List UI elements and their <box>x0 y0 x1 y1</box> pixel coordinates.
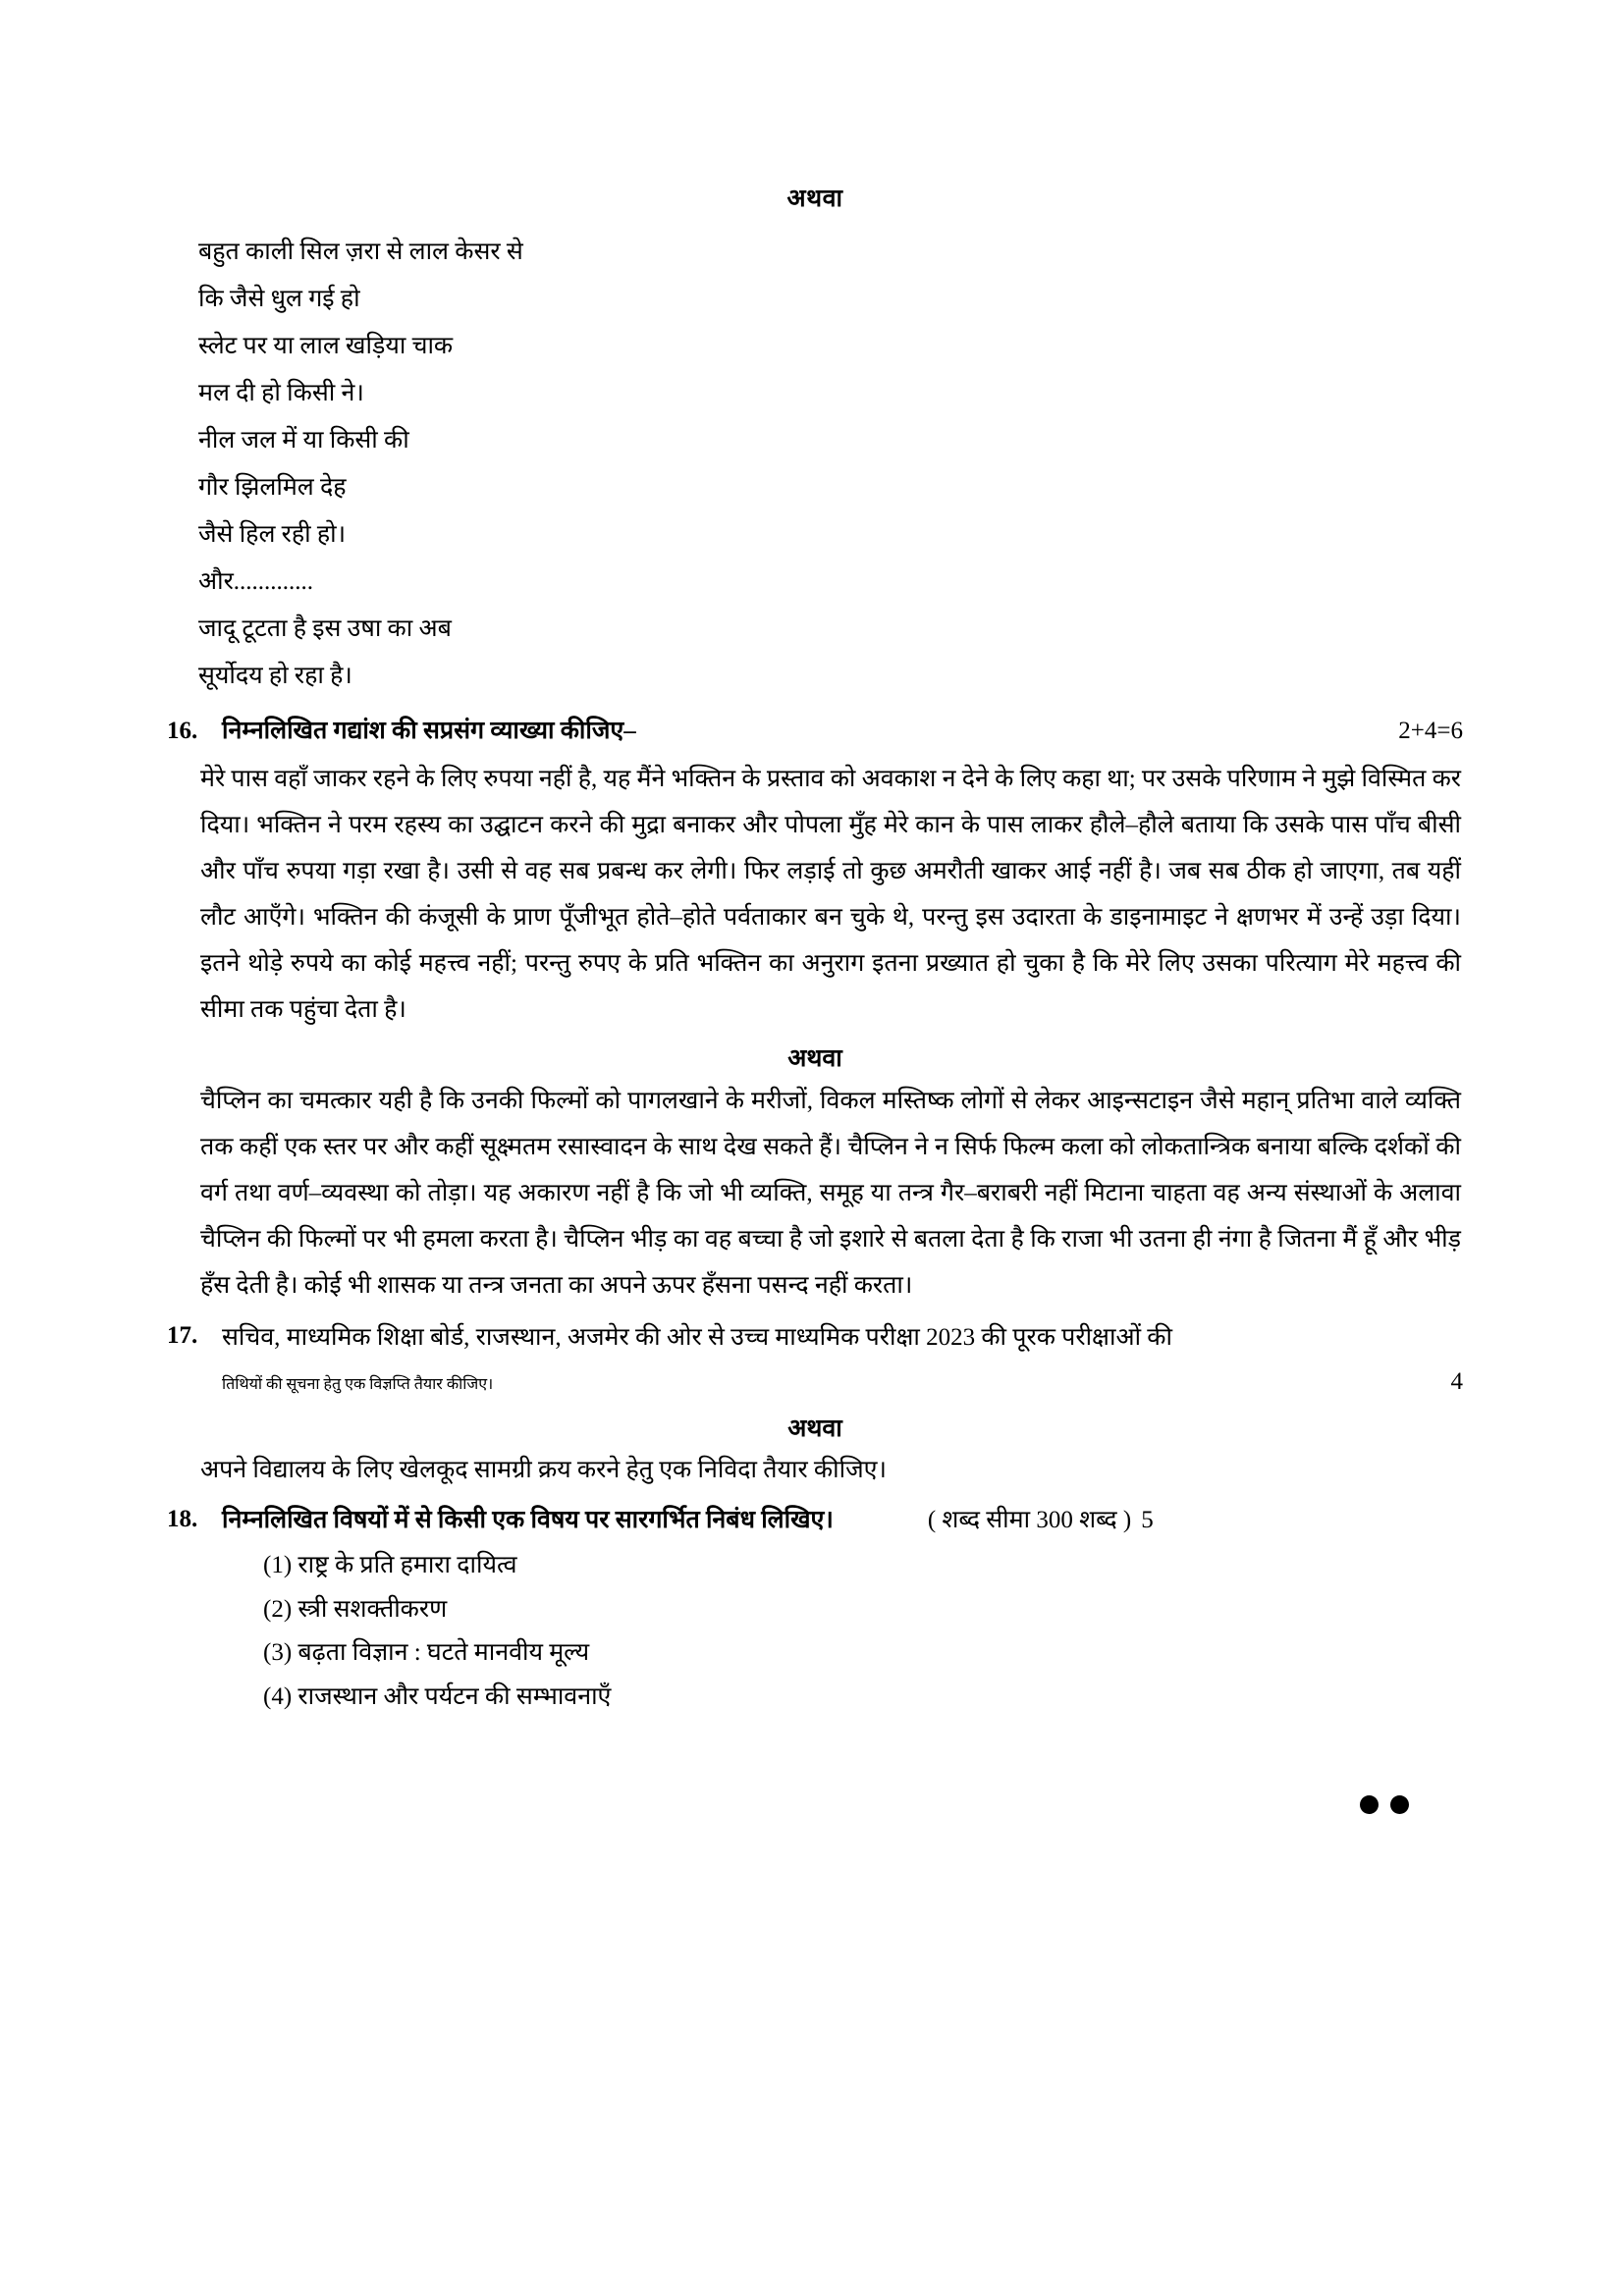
question-18-number: 18. <box>167 1506 198 1533</box>
question-18 <box>167 1498 1463 1719</box>
question-16-number: 16. <box>167 718 198 745</box>
page-content <box>167 182 1463 1719</box>
question-17-body <box>222 1314 1463 1403</box>
question-17-alternative-label: अथवा <box>787 1415 842 1443</box>
question-17-marks: 4 <box>1450 1368 1463 1396</box>
question-16-head <box>222 710 1463 752</box>
top-alternative-label: अथवा <box>786 186 843 212</box>
poem-block <box>167 229 1463 700</box>
poem-line: नील जल में या किसी की <box>198 427 409 454</box>
question-18-body <box>222 1498 1463 1719</box>
poem-line: सूर्योदय हो रहा है। <box>198 663 352 690</box>
question-16-marks: 2+4=6 <box>1398 718 1463 745</box>
poem-line: कि जैसे धुल गई हो <box>198 286 360 313</box>
question-17 <box>167 1314 1463 1403</box>
poem-line: बहुत काली सिल ज़रा से लाल केसर से <box>198 239 523 266</box>
topic-item: (1) राष्ट्र के प्रति हमारा दायित्व <box>263 1552 517 1579</box>
topic-item: (4) राजस्थान और पर्यटन की सम्भावनाएँ <box>263 1682 612 1710</box>
poem-line: गौर झिलमिल देह <box>198 474 347 502</box>
question-18-title: निम्नलिखित विषयों में से किसी एक विषय पर सारगर्भित निबंध लिखिए। <box>222 1507 834 1534</box>
question-17-alternative-text: अपने विद्यालय के लिए खेलकूद सामग्री क्रय करने हेतु एक निविदा तैयार कीजिए। <box>200 1457 887 1484</box>
question-16-body <box>222 710 1463 752</box>
question-17-line-2-row <box>222 1361 1463 1403</box>
question-16 <box>167 710 1463 752</box>
poem-line: जैसे हिल रही हो। <box>198 521 347 549</box>
topic-item: (2) स्त्री सशक्तीकरण <box>263 1595 448 1623</box>
question-17-line-1: सचिव, माध्यमिक शिक्षा बोर्ड, राजस्थान, अजमेर की ओर से उच्च माध्यमिक परीक्षा 2023 की पूरक परीक्षाओं की <box>222 1324 1172 1352</box>
poem-line: स्लेट पर या लाल खड़िया चाक <box>198 333 454 360</box>
question-16-title: निम्नलिखित गद्यांश की सप्रसंग व्याख्या कीजिए– <box>222 718 636 745</box>
question-16-alternative-label: अथवा <box>787 1045 842 1073</box>
question-18-topics <box>222 1544 1463 1719</box>
question-18-word-limit: ( शब्द सीमा 300 शब्द ) <box>927 1507 1132 1534</box>
question-17-number: 17. <box>167 1322 198 1350</box>
poem-line: मल दी हो किसी ने। <box>198 380 364 407</box>
poem-line: जादू टूटता है इस उषा का अब <box>198 615 452 643</box>
question-16-passage-2: चैप्लिन का चमत्कार यही है कि उनकी फिल्मों को पागलखाने के मरीजों, विकल मस्तिष्क लोगों से लेकर आइन्सटाइन जैसे महान् प्रतिभा वाले व्यक्ति तक कहीं एक स्तर पर और कहीं सूक्ष्मतम रसास्वादन के साथ देख सकते हैं। चैप्लिन ने न सिर्फ फिल्म कला को लोकतान्त्रिक बनाया बल्कि दर्शकों की वर्ग तथा वर्ण–व्यवस्था को तोड़ा। यह अकारण नहीं है कि जो भी व्यक्ति, समूह या तन्त्र गैर–बराबरी नहीं मिटाना चाहता वह अन्य संस्थाओं के अलावा चैप्लिन की फिल्मों पर भी हमला करता है। चैप्लिन भीड़ का वह बच्चा है जो इशारे से बतला देता है कि राजा भी उतना ही नंगा है जितना मैं हूँ और भीड़ हँस देती है। कोई भी शासक या तन्त्र जनता का अपने ऊपर हँसना पसन्द नहीं करता। <box>200 1088 1461 1300</box>
question-18-head <box>222 1498 1463 1542</box>
end-dot-icon <box>1390 1795 1409 1814</box>
poem-line: और............. <box>198 568 314 596</box>
end-dot-icon <box>1360 1795 1379 1814</box>
question-18-marks: 5 <box>1141 1507 1154 1534</box>
question-17-line-2: तिथियों की सूचना हेतु एक विज्ञप्ति तैयार कीजिए। <box>222 1376 494 1394</box>
topic-item: (3) बढ़ता विज्ञान : घटते मानवीय मूल्य <box>263 1639 590 1667</box>
question-16-passage-1: मेरे पास वहाँ जाकर रहने के लिए रुपया नहीं है, यह मैंने भक्तिन के प्रस्ताव को अवकाश न देने के लिए कहा था; पर उसके परिणाम ने मुझे विस्मित कर दिया। भक्तिन ने परम रहस्य का उद्घाटन करने की मुद्रा बनाकर और पोपला मुँह मेरे कान के पास लाकर हौले–हौले बताया कि उसके पास पाँच बीसी और पाँच रुपया गड़ा रखा है। उसी से वह सब प्रबन्ध कर लेगी। फिर लड़ाई तो कुछ अमरौती खाकर आई नहीं है। जब सब ठीक हो जाएगा, तब यहीं लौट आएँगे। भक्तिन की कंजूसी के प्राण पूँजीभूत होते–होते पर्वताकार बन चुके थे, परन्तु इस उदारता के डाइनामाइट ने क्षणभर में उन्हें उड़ा दिया। इतने थोड़े रुपये का कोई महत्त्व नहीं; परन्तु रुपए के प्रति भक्तिन का अनुराग इतना प्रख्यात हो चुका है कि मेरे लिए उसका परित्याग मेरे महत्त्व की सीमा तक पहुंचा देता है। <box>200 766 1461 1024</box>
end-of-paper-marker <box>1360 1795 1409 1814</box>
